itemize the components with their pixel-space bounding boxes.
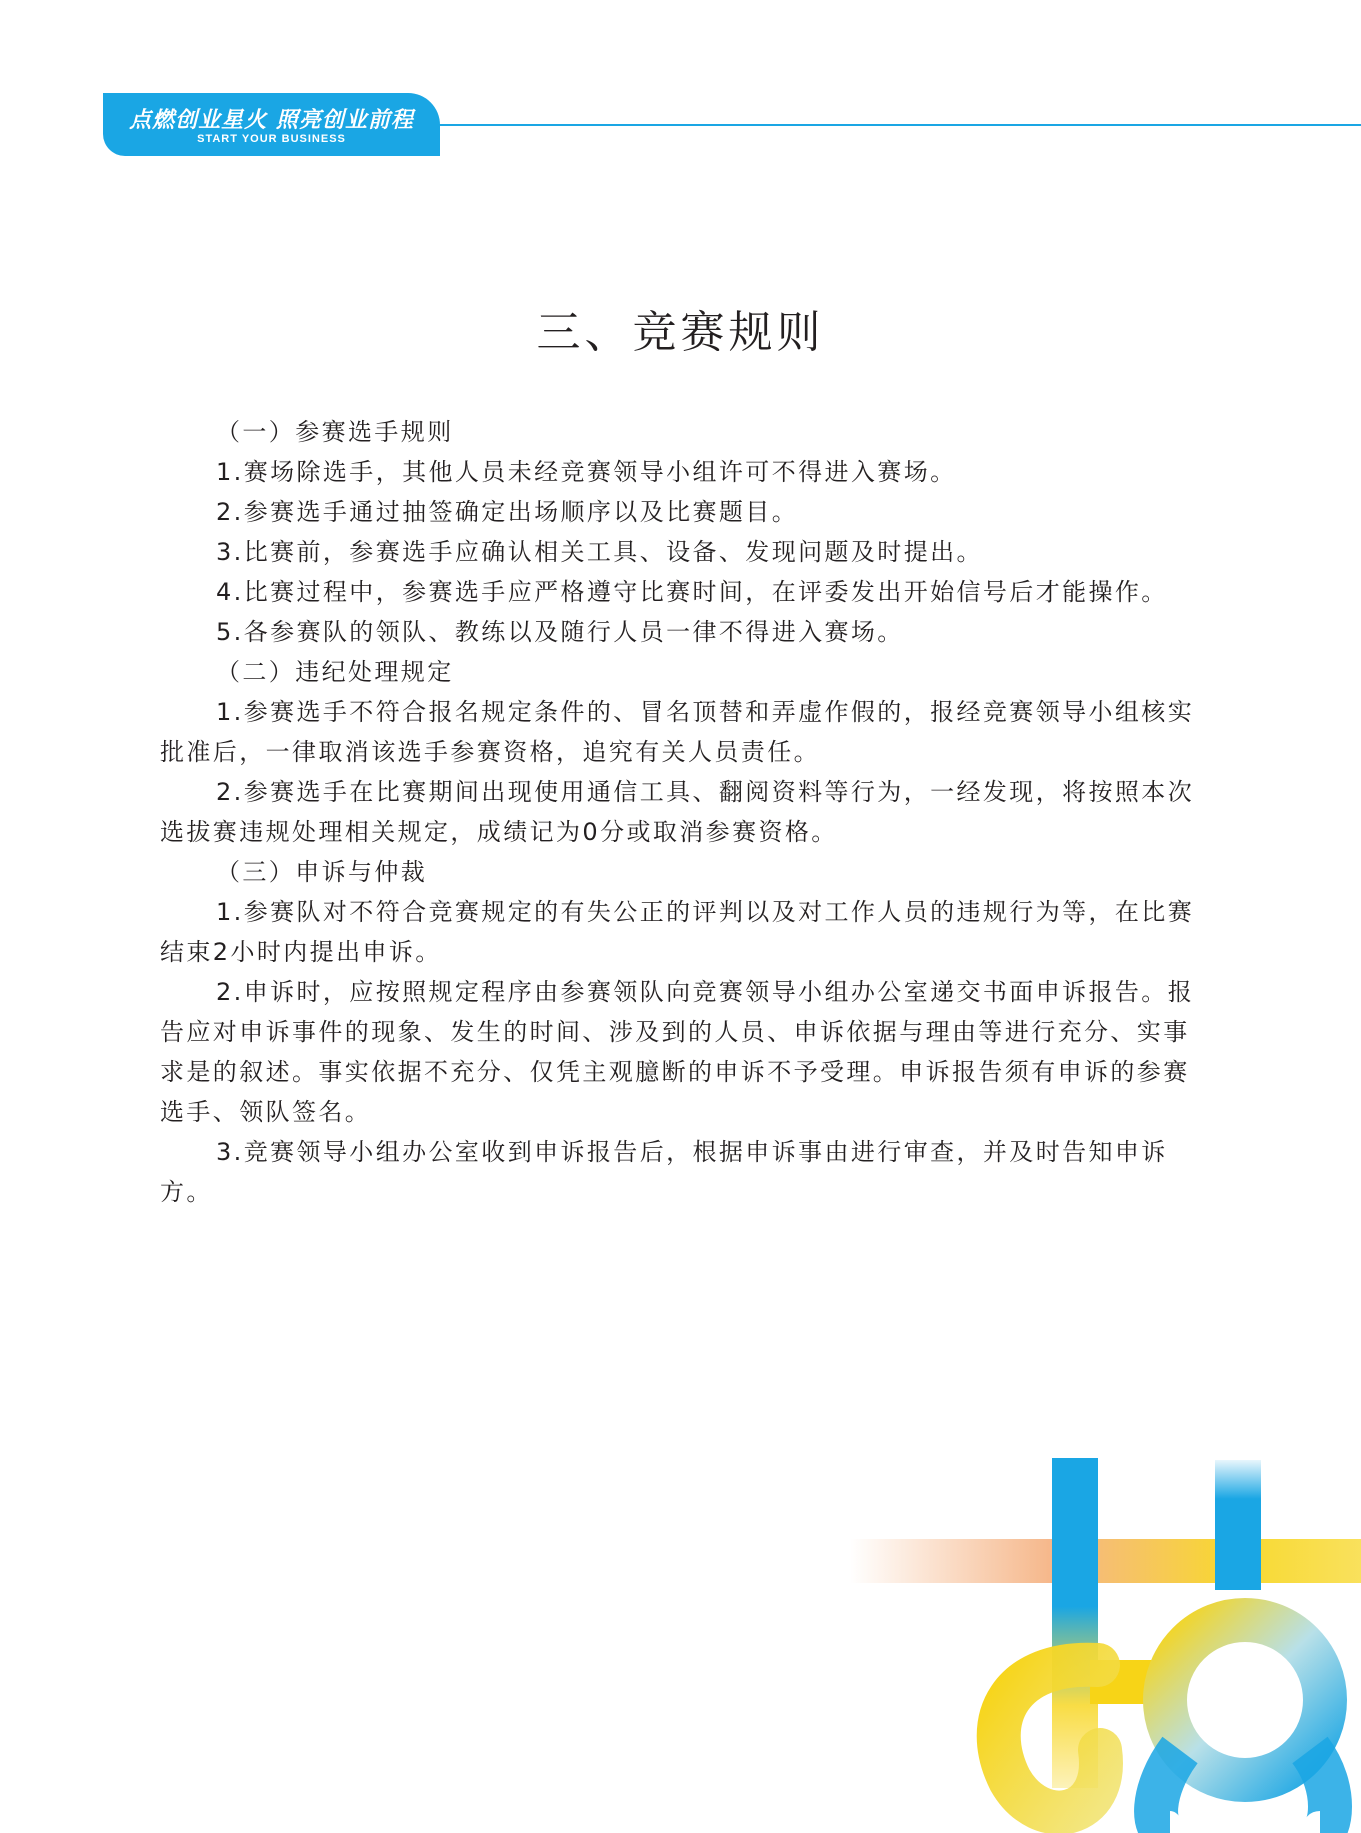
deco-ring bbox=[1165, 1620, 1325, 1780]
paragraph: 4.比赛过程中，参赛选手应严格遵守比赛时间，在评委发出开始信号后才能操作。 bbox=[216, 578, 1168, 606]
header-banner bbox=[103, 93, 440, 156]
header-rule bbox=[430, 124, 1361, 126]
paragraph: 3.比赛前，参赛选手应确认相关工具、设备、发现问题及时提出。 bbox=[216, 538, 983, 566]
paragraph: 2.参赛选手通过抽签确定出场顺序以及比赛题目。 bbox=[216, 498, 799, 526]
paragraph: 1.赛场除选手，其他人员未经竞赛领导小组许可不得进入赛场。 bbox=[216, 458, 957, 486]
paragraph: 3.竞赛领导小组办公室收到申诉报告后，根据申诉事由进行审查，并及时告知申诉方。 bbox=[160, 1138, 1168, 1206]
paragraph: 2.参赛选手在比赛期间出现使用通信工具、翻阅资料等行为，一经发现，将按照本次选拔赛违规处理相关规定，成绩记为0分或取消参赛资格。 bbox=[160, 778, 1195, 846]
page-title: 三、竞赛规则 bbox=[536, 307, 825, 358]
section-heading: （三）申诉与仲裁 bbox=[216, 858, 428, 886]
header-slogan: 点燃创业星火 照亮创业前程 bbox=[129, 107, 414, 133]
section-heading: （一）参赛选手规则 bbox=[216, 418, 454, 446]
paragraph: 5.各参赛队的领队、教练以及随行人员一律不得进入赛场。 bbox=[216, 618, 904, 646]
paragraph: 1.参赛队对不符合竞赛规定的有失公正的评判以及对工作人员的违规行为等，在比赛结束2小时内提出申诉。 bbox=[160, 898, 1195, 966]
deco-bar-right bbox=[1215, 1460, 1261, 1590]
paragraph: 2.申诉时，应按照规定程序由参赛领队向竞赛领导小组办公室递交书面申诉报告。报告应对申诉事件的现象、发生的时间、涉及到的人员、申诉依据与理由等进行充分、实事求是的叙述。事实依据不充分、仅凭主观臆断的申诉不予受理。申诉报告须有申诉的参赛选手、领队签名。 bbox=[160, 978, 1195, 1126]
deco-band-horizontal bbox=[850, 1539, 1361, 1583]
paragraph: 1.参赛选手不符合报名规定条件的、冒名顶替和弄虚作假的，报经竞赛领导小组核实批准后，一律取消该选手参赛资格，追究有关人员责任。 bbox=[160, 698, 1195, 766]
section-heading: （二）违纪处理规定 bbox=[216, 658, 454, 686]
decorative-graphic bbox=[850, 1450, 1361, 1833]
header-subtitle: START YOUR BUSINESS bbox=[197, 133, 346, 145]
rules-content bbox=[160, 412, 1198, 1212]
